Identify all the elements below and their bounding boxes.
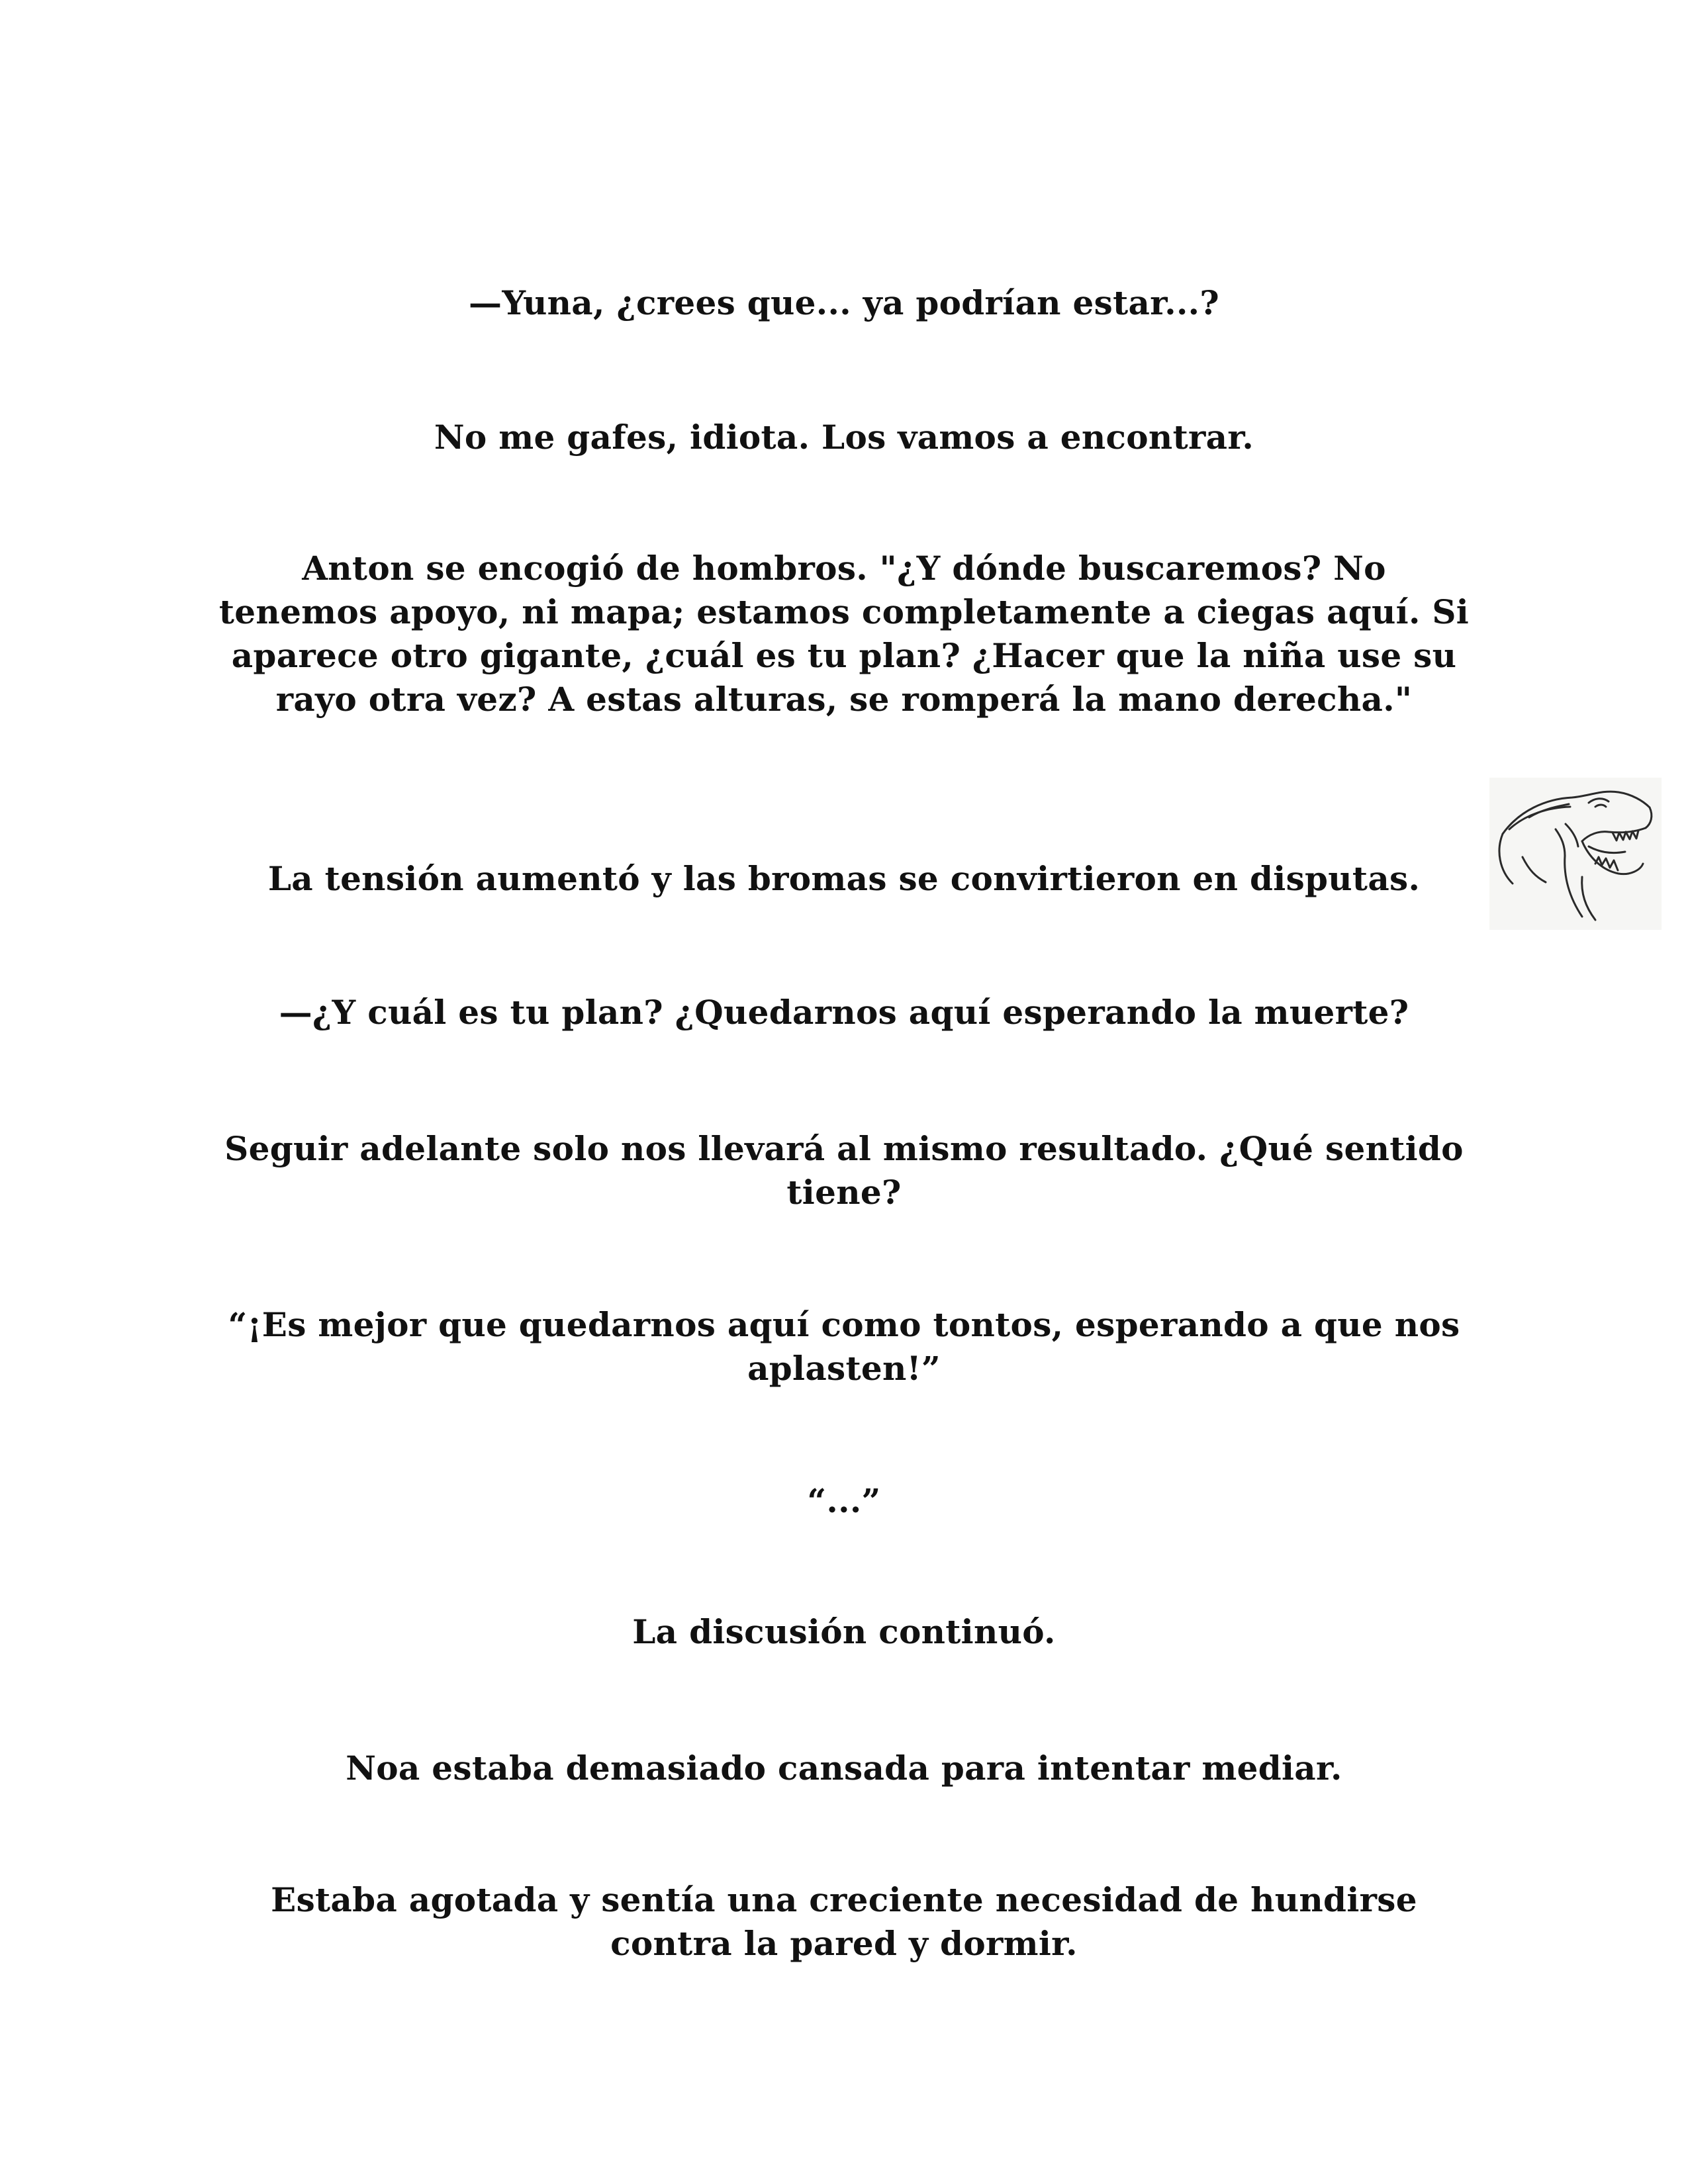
paragraph-11: Estaba agotada y sentía una creciente necesidad de hundirse contra la pared y dormir. — [271, 1880, 1417, 1963]
paragraph-4: La tensión aumentó y las bromas se convirtieron en disputas. — [267, 859, 1421, 898]
paragraph-7: “¡Es mejor que quedarnos aquí como tontos, esperando a que nos aplasten!” — [228, 1305, 1460, 1388]
paragraph-2: No me gafes, idiota. Los vamos a encontrar. — [434, 418, 1254, 457]
paragraph-3: Anton se encogió de hombros. "¿Y dónde buscaremos? No tenemos apoyo, ni mapa; estamos completamente a ciegas aquí. Si aparece otro gigante, ¿cuál es tu plan? ¿Hacer que la niña use su rayo otra vez? A estas alturas, se romperá la mano derecha." — [218, 549, 1470, 719]
paragraph-1: —Yuna, ¿crees que... ya podrían estar...? — [469, 283, 1219, 322]
paragraph-9: La discusión continuó. — [632, 1612, 1056, 1651]
paragraph-5: —¿Y cuál es tu plan? ¿Quedarnos aquí esperando la muerte? — [279, 993, 1409, 1032]
dinosaur-head-sketch-icon — [1489, 778, 1662, 930]
paragraph-8: “...” — [807, 1481, 881, 1520]
paragraph-6: Seguir adelante solo nos llevará al mismo resultado. ¿Qué sentido tiene? — [224, 1129, 1464, 1212]
paragraph-10: Noa estaba demasiado cansada para intentar mediar. — [346, 1749, 1342, 1788]
